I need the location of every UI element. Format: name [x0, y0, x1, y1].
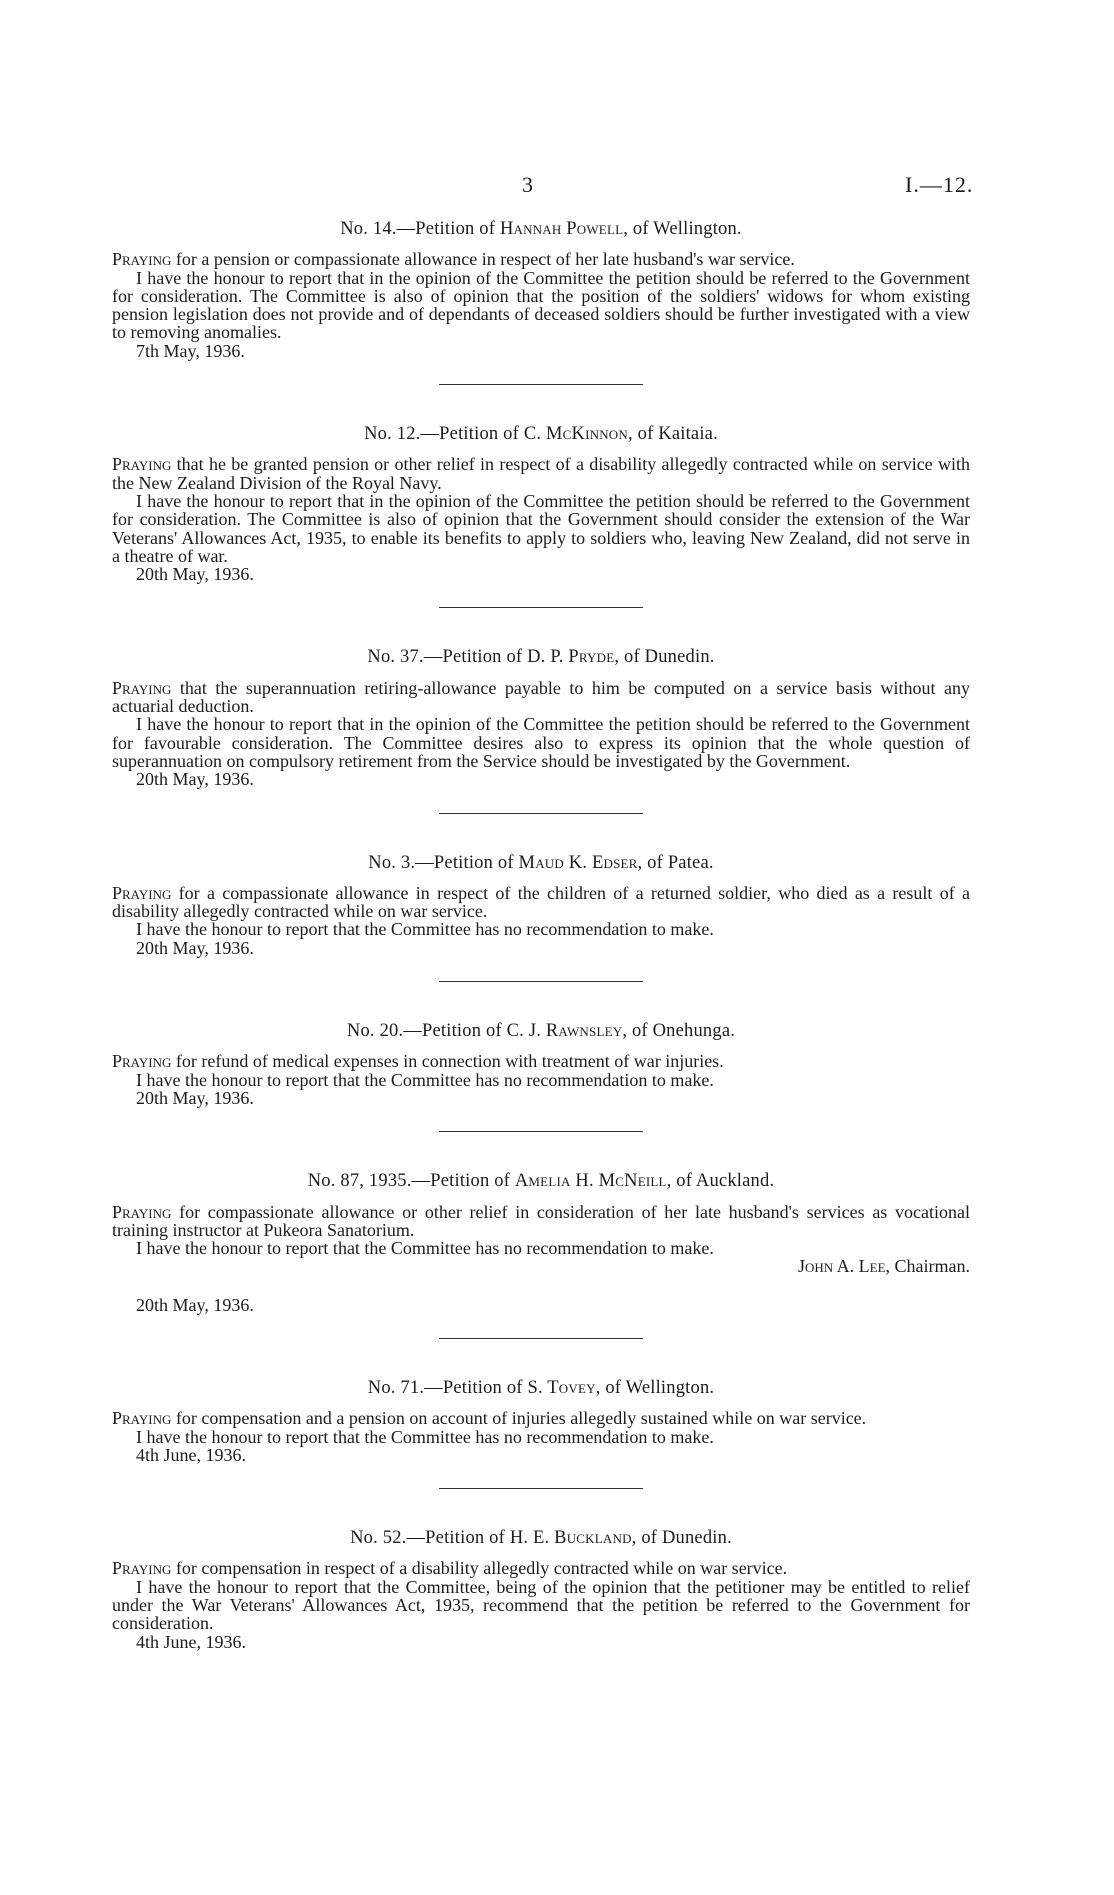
petition-date: 20th May, 1936.: [136, 1087, 254, 1108]
petitioner-name: C. J. Rawnsley: [506, 1021, 623, 1042]
petition-title: No. 20.—Petition of C. J. Rawnsley, of Onehunga.: [346, 1021, 736, 1042]
petition-item: [112, 648, 970, 788]
petition-date: 20th May, 1936.: [136, 937, 254, 958]
petition-prayer: Praying for a compassionate allowance in respect of the children of a returned soldier, who died as a result of a disability allegedly contracted while on war service.: [112, 882, 970, 922]
committee-report: I have the honour to report that in the opinion of the Committee the petition should be referred to the Government for consideration. The Committee is also of opinion that the position of the soldiers' widows for whom existing pension legislation does not provide and of dependants of deceased soldiers should be further investigated with a view to removing anomalies.: [112, 267, 970, 343]
petition-title: No. 71.—Petition of S. Tovey, of Wellington.: [367, 1377, 715, 1398]
petition-prayer: Praying for refund of medical expenses in connection with treatment of war injuries.: [112, 1051, 724, 1072]
page-header: [0, 172, 1114, 202]
petition-item: [112, 1529, 970, 1651]
petition-item: [112, 854, 970, 957]
committee-report: I have the honour to report that in the opinion of the Committee the petition should be referred to the Government for consideration. The Committee is also of opinion that the Government should consider the extension of the War Veterans' Allowances Act, 1935, to enable its benefits to apply to soldiers who, leaving New Zealand, did not serve in a theatre of war.: [112, 490, 970, 566]
petitioner-name: S. Tovey: [527, 1377, 596, 1398]
chairman-signature: John A. Lee, Chairman.: [797, 1256, 970, 1277]
petitions-body: [112, 220, 970, 1651]
petition-item: [112, 1172, 970, 1314]
petition-prayer: Praying for compensation and a pension on account of injuries allegedly sustained while on war service.: [112, 1408, 867, 1429]
petition-date: 20th May, 1936.: [136, 564, 254, 585]
committee-report: I have the honour to report that the Committee has no recommendation to make.: [136, 919, 714, 940]
petition-prayer: Praying for compassionate allowance or other relief in consideration of her late husband's services as vocational training instructor at Pukeora Sanatorium.: [112, 1201, 970, 1240]
document-reference: I.—12.: [905, 172, 974, 197]
committee-report: I have the honour to report that the Committee, being of the opinion that the petitioner may be entitled to relief under the War Veterans' Allowances Act, 1935, recommend that the petition be referred to the Government for consideration.: [112, 1576, 970, 1634]
petition-date: 4th June, 1936.: [136, 1444, 246, 1465]
petitioner-name: Amelia H. McNeill: [514, 1171, 667, 1192]
petition-item: [112, 1022, 970, 1107]
petition-date: 7th May, 1936.: [136, 340, 245, 361]
petitioner-name: D. P. Pryde: [527, 647, 615, 668]
section-divider: [439, 1338, 643, 1339]
petition-title: No. 52.—Petition of H. E. Buckland, of Dunedin.: [350, 1528, 732, 1549]
petition-item: [112, 1379, 970, 1464]
committee-report: I have the honour to report that the Committee has no recommendation to make.: [136, 1426, 714, 1447]
petition-title: No. 14.—Petition of Hannah Powell, of Wellington.: [340, 219, 742, 239]
section-divider: [439, 384, 643, 385]
committee-report: I have the honour to report that the Committee has no recommendation to make.: [136, 1069, 714, 1090]
petition-prayer: Praying that the superannuation retiring-allowance payable to him be computed on a service basis without any actuarial deduction.: [112, 677, 970, 717]
petition-item: [112, 220, 970, 360]
section-divider: [439, 607, 643, 608]
petition-title: No. 37.—Petition of D. P. Pryde, of Dunedin.: [367, 647, 715, 668]
petition-item: [112, 425, 970, 583]
petition-prayer: Praying for a pension or compassionate allowance in respect of her late husband's war service.: [112, 249, 795, 270]
petitioner-name: Hannah Powell: [499, 219, 624, 239]
petition-title: No. 12.—Petition of C. McKinnon, of Kaitaia.: [364, 424, 718, 445]
petition-date: 20th May, 1936.: [136, 769, 254, 790]
petition-title: No. 3.—Petition of Maud K. Edser, of Patea.: [368, 852, 714, 873]
section-divider: [439, 981, 643, 982]
page-number: 3: [522, 172, 533, 197]
petitioner-name: C. McKinnon: [523, 424, 628, 445]
section-divider: [439, 813, 643, 814]
petition-date: 4th June, 1936.: [136, 1631, 246, 1652]
petition-prayer: Praying for compensation in respect of a disability allegedly contracted while on war service.: [112, 1558, 788, 1579]
committee-report: I have the honour to report that the Committee has no recommendation to make.: [136, 1238, 714, 1259]
committee-report: I have the honour to report that in the opinion of the Committee the petition should be referred to the Government for favourable consideration. The Committee desires also to express its opinion that the whole question of superannuation on compulsory retirement from the Service should be investigated by the Government.: [112, 714, 970, 771]
petition-title: No. 87, 1935.—Petition of Amelia H. McNeill, of Auckland.: [307, 1171, 775, 1192]
petition-date: 20th May, 1936.: [136, 1294, 254, 1315]
section-divider: [439, 1488, 643, 1489]
petition-prayer: Praying that he be granted pension or other relief in respect of a disability allegedly contracted while on service with the New Zealand Division of the Royal Navy.: [112, 454, 970, 493]
petitioner-name: Maud K. Edser: [518, 852, 638, 873]
petitioner-name: H. E. Buckland: [509, 1528, 632, 1549]
section-divider: [439, 1131, 643, 1132]
